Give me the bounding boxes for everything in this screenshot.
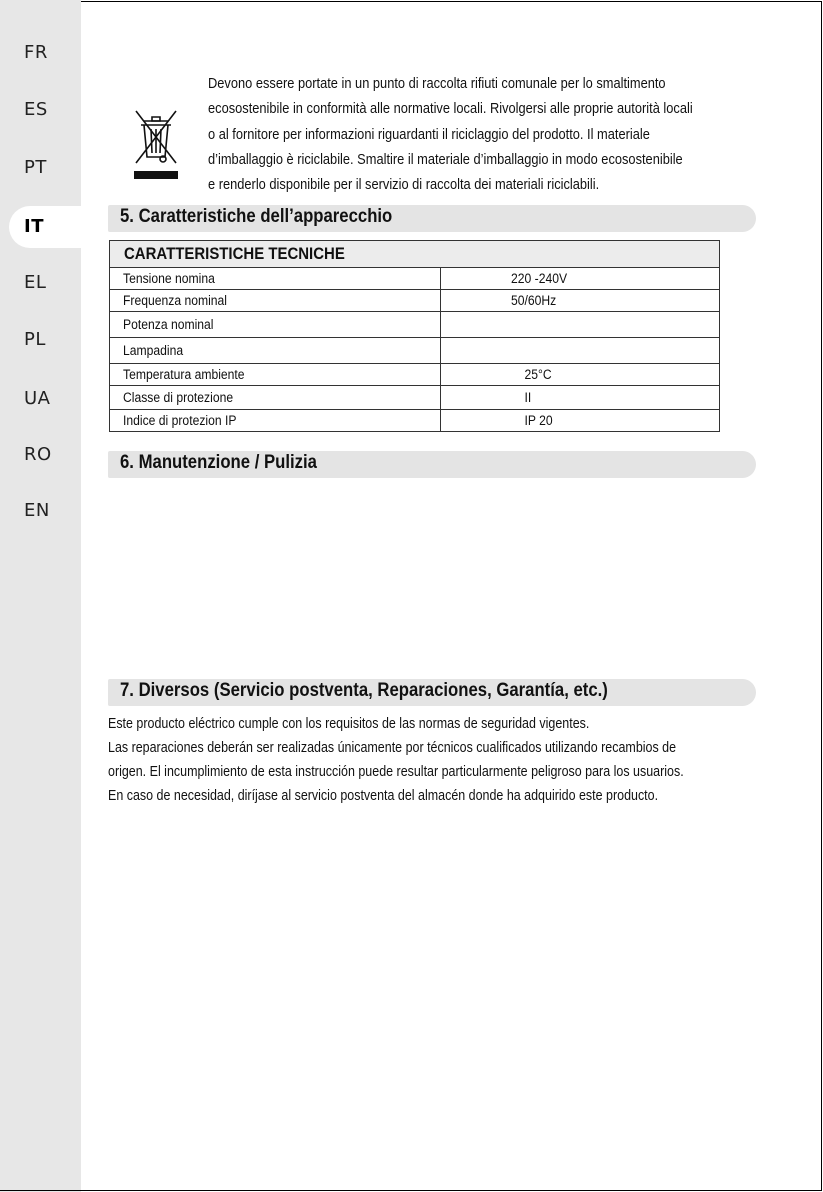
body-line: En caso de necesidad, diríjase al servicio postventa del almacén donde ha adquirido este producto. bbox=[108, 788, 659, 804]
page-border-right bbox=[821, 1, 822, 1190]
table-row bbox=[110, 364, 720, 386]
spec-value: 220 -240V bbox=[511, 271, 568, 286]
lang-tab-es[interactable]: ES bbox=[24, 99, 48, 120]
table-header: CARATTERISTICHE TECNICHE bbox=[110, 241, 720, 268]
body-line: Este producto eléctrico cumple con los requisitos de las normas de seguridad vigentes. bbox=[108, 716, 590, 732]
disposal-instructions bbox=[208, 72, 780, 198]
intro-line: d’imballaggio è riciclabile. Smaltire il materiale d’imballaggio in modo ecosostenibile bbox=[208, 151, 683, 168]
intro-line: Devono essere portate in un punto di raccolta rifiuti comunale per lo smaltimento bbox=[208, 76, 666, 92]
page-border-top bbox=[81, 1, 822, 2]
body-line: Las reparaciones deberán ser realizadas únicamente por técnicos cualificados utilizando recambios de bbox=[108, 740, 677, 756]
spec-label: Temperatura ambiente bbox=[123, 367, 245, 382]
intro-line: e renderlo disponibile per il servizio di raccolta dei materiali riciclabili. bbox=[208, 177, 600, 194]
lang-tab-fr[interactable]: FR bbox=[24, 42, 48, 63]
spec-label: Lampadina bbox=[123, 343, 184, 358]
technical-specs-table bbox=[109, 240, 720, 432]
spec-label: Classe di protezione bbox=[123, 390, 234, 405]
table-row bbox=[110, 268, 720, 290]
body-line: origen. El incumplimiento de esta instrucción puede resultar particularmente peligroso para los usuarios. bbox=[108, 764, 684, 780]
spec-label: Tensione nomina bbox=[123, 271, 215, 286]
lang-tab-ro[interactable]: RO bbox=[24, 444, 52, 465]
intro-line: o al fornitore per informazioni riguardanti il riciclaggio del prodotto. Il materiale bbox=[208, 126, 650, 143]
spec-value: II bbox=[524, 390, 532, 405]
table-row bbox=[110, 410, 720, 432]
section-7-title: 7. Diversos (Servicio postventa, Reparaciones, Garantía, etc.) bbox=[120, 680, 608, 701]
section-7-body bbox=[108, 712, 818, 808]
lang-tab-en[interactable]: EN bbox=[24, 500, 50, 521]
table-row bbox=[110, 338, 720, 364]
lang-tab-pt[interactable]: PT bbox=[24, 157, 47, 178]
table-row bbox=[110, 290, 720, 312]
language-sidebar bbox=[0, 0, 81, 1192]
section-6-title: 6. Manutenzione / Pulizia bbox=[120, 452, 317, 473]
spec-value: 25°C bbox=[524, 367, 552, 382]
spec-label: Potenza nominal bbox=[123, 317, 214, 332]
lang-tab-ua[interactable]: UA bbox=[24, 388, 51, 409]
lang-tab-el[interactable]: EL bbox=[24, 272, 47, 293]
table-row bbox=[110, 386, 720, 410]
section-5-title: 5. Caratteristiche dell’apparecchio bbox=[120, 206, 393, 227]
crossed-out-wheelie-bin-icon bbox=[130, 107, 182, 182]
spec-label: Indice di protezion IP bbox=[123, 413, 237, 428]
lang-tab-pl[interactable]: PL bbox=[24, 329, 46, 350]
intro-line: ecosostenibile in conformità alle normative locali. Rivolgersi alle proprie autorità locali bbox=[208, 101, 693, 118]
lang-tab-it[interactable]: IT bbox=[9, 206, 81, 248]
table-row bbox=[110, 312, 720, 338]
spec-value: 50/60Hz bbox=[511, 293, 557, 308]
spec-label: Frequenza nominal bbox=[123, 293, 228, 308]
spec-value: IP 20 bbox=[524, 413, 553, 428]
page-border-bottom bbox=[0, 1190, 822, 1191]
